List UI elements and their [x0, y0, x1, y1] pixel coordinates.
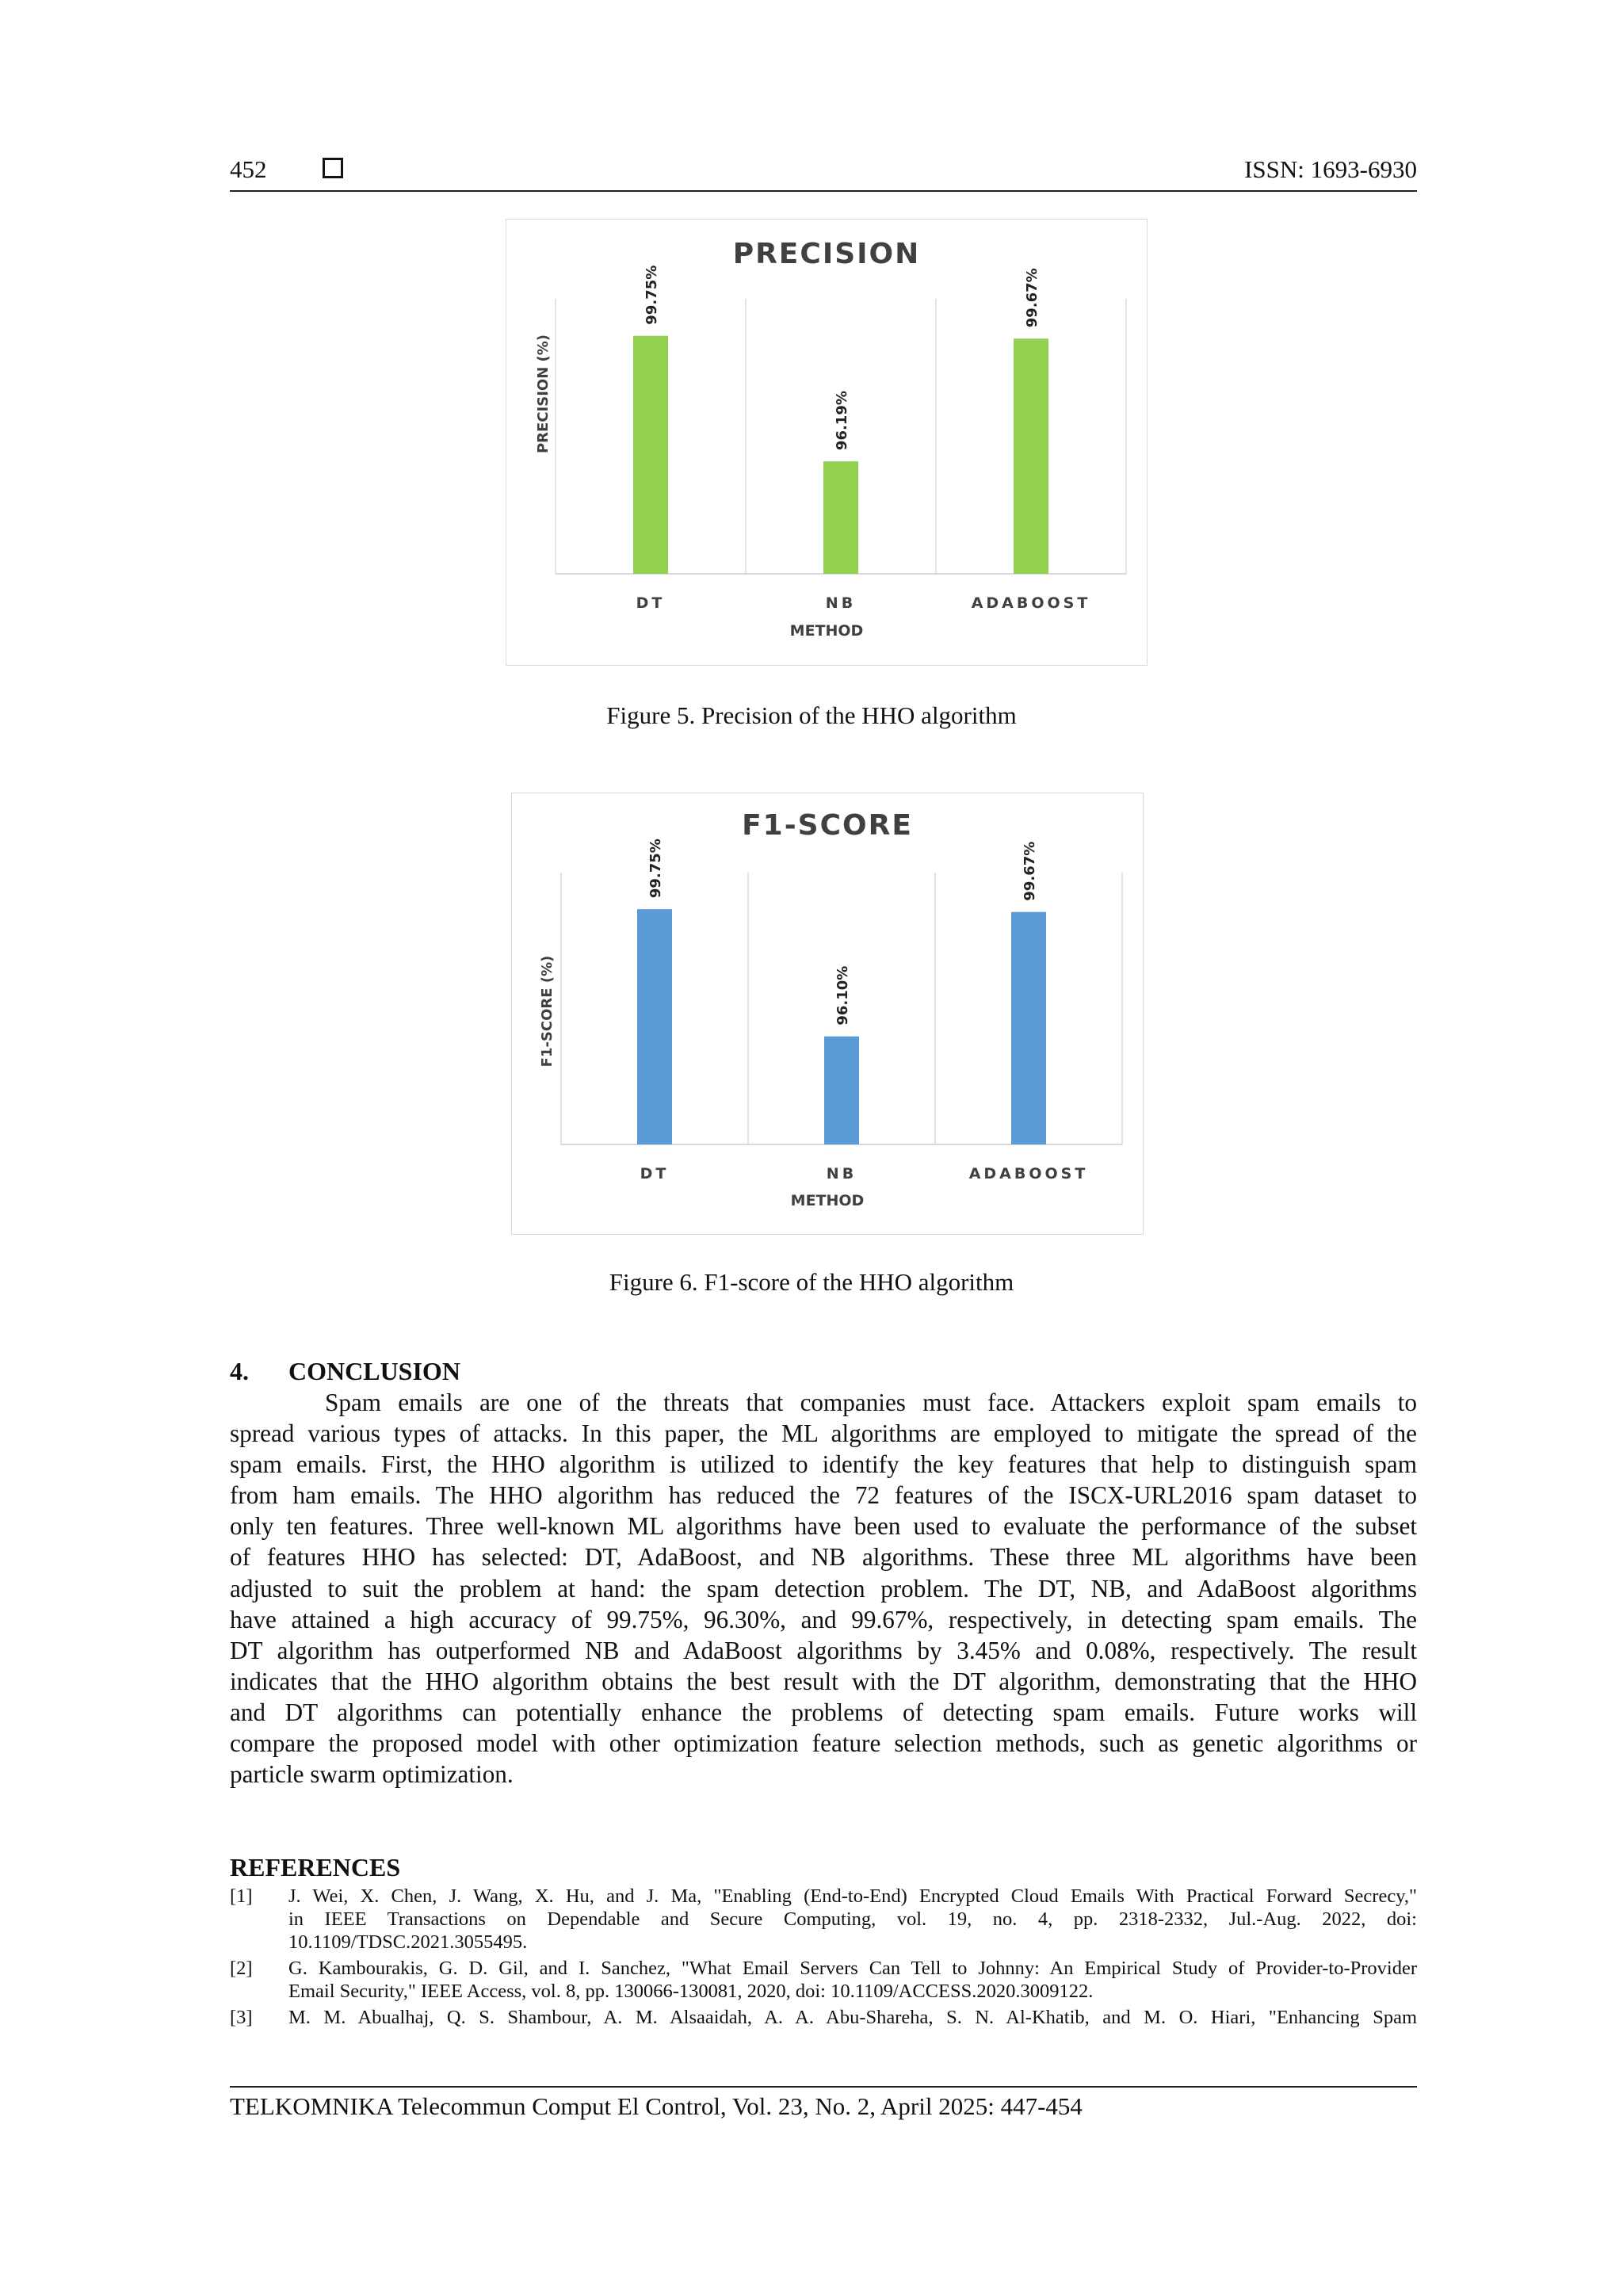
section-title: CONCLUSION — [288, 1357, 460, 1385]
paragraph-line: from ham emails. The HHO algorithm has reduced the 72 features of the ISCX-URL2016 spam dataset to — [230, 1481, 1417, 1510]
bar — [633, 336, 668, 574]
x-tick-label: DT — [636, 594, 666, 612]
x-tick-label: ADABOOST — [968, 1165, 1089, 1182]
paragraph-line: DT algorithm has outperformed NB and AdaBoost algorithms by 3.45% and 0.08%, respectively. The result — [230, 1636, 1417, 1664]
reference-line: G. Kambourakis, G. D. Gil, and I. Sanchez, "What Email Servers Can Tell to Johnny: An Empirical Study of Provider-to-Provider — [288, 1958, 1417, 1979]
square-bullet-icon — [323, 158, 343, 178]
reference-line: M. M. Abualhaj, Q. S. Shambour, A. M. Alsaaidah, A. A. Abu-Shareha, S. N. Al-Khatib, and M. O. Hiari, "Enhancing Spam — [288, 2007, 1417, 2028]
figure-6-caption: Figure 6. F1-score of the HHO algorithm — [609, 1268, 1014, 1296]
y-axis-label: F1-SCORE (%) — [539, 955, 556, 1068]
f1-score-chart — [511, 793, 1144, 1235]
reference-line: in IEEE Transactions on Dependable and Secure Computing, vol. 19, no. 4, pp. 2318-2332, Jul.-Aug. 2022, doi: — [288, 1908, 1417, 1930]
data-label: 99.67% — [1024, 268, 1041, 328]
paragraph-line: have attained a high accuracy of 99.75%, 96.30%, and 99.67%, respectively, in detecting spam emails. The — [230, 1605, 1417, 1633]
paragraph-line: spam emails. First, the HHO algorithm is utilized to identify the key features that help to distinguish spam — [230, 1450, 1417, 1479]
reference-item — [230, 1957, 1417, 2003]
footer-text: TELKOMNIKA Telecommun Comput El Control, Vol. 23, No. 2, April 2025: 447-454 — [230, 2092, 1083, 2120]
paragraph-line: particle swarm optimization. — [230, 1760, 514, 1789]
reference-number: [3] — [230, 2007, 253, 2028]
references-heading: REFERENCES — [230, 1853, 401, 1881]
reference-number: [1] — [230, 1885, 253, 1907]
precision-chart — [506, 219, 1148, 666]
data-label: 96.19% — [834, 391, 850, 451]
bar — [823, 461, 858, 574]
x-tick-label: DT — [640, 1165, 670, 1182]
paragraph-line: indicates that the HHO algorithm obtains the best result with the DT algorithm, demonstrating that the HHO — [230, 1667, 1417, 1695]
reference-line: J. Wei, X. Chen, J. Wang, X. Hu, and J. Ma, "Enabling (End-to-End) Encrypted Cloud Emails With Practical Forward Secrecy," — [288, 1885, 1417, 1907]
page-footer — [230, 2086, 1417, 2121]
x-tick-label: ADABOOST — [971, 594, 1091, 612]
chart-title: PRECISION — [732, 238, 921, 270]
paragraph-line: only ten features. Three well-known ML algorithms have been used to evaluate the performance of the subset — [230, 1512, 1417, 1541]
reference-list — [230, 1885, 1417, 2032]
paragraph-line: spread various types of attacks. In this paper, the ML algorithms are employed to mitigate the spread of the — [230, 1419, 1417, 1448]
x-tick-label: NB — [825, 594, 857, 612]
data-label: 96.10% — [834, 965, 851, 1026]
bar — [1011, 912, 1046, 1144]
paragraph-line: compare the proposed model with other optimization feature selection methods, such as genetic algorithms or — [230, 1729, 1417, 1758]
conclusion-paragraph — [230, 1387, 1417, 1790]
data-label: 99.75% — [643, 265, 660, 325]
data-label: 99.67% — [1022, 841, 1038, 901]
paragraph-line: of features HHO has selected: DT, AdaBoost, and NB algorithms. These three ML algorithms have been — [230, 1543, 1417, 1572]
paragraph-line: and DT algorithms can potentially enhance the problems of detecting spam emails. Future works will — [230, 1698, 1417, 1726]
page-number: 452 — [230, 155, 267, 183]
paragraph-line: Spam emails are one of the threats that companies must face. Attackers exploit spam emails to — [325, 1389, 1417, 1416]
bar — [1014, 338, 1048, 574]
figure-5-caption: Figure 5. Precision of the HHO algorithm — [606, 701, 1017, 729]
bar — [824, 1037, 859, 1144]
data-label: 99.75% — [647, 839, 664, 899]
section-number: 4. — [230, 1357, 249, 1385]
reference-item — [230, 1885, 1417, 1954]
x-axis-label: METHOD — [789, 622, 864, 640]
section-heading — [230, 1357, 460, 1386]
chart-title: F1-SCORE — [742, 809, 913, 842]
issn: ISSN: 1693-6930 — [1244, 155, 1417, 183]
chart-svg — [506, 220, 1147, 665]
reference-item — [230, 2006, 1417, 2029]
reference-line: 10.1109/TDSC.2021.3055495. — [288, 1931, 528, 1953]
y-axis-label: PRECISION (%) — [535, 334, 552, 454]
reference-line: Email Security," IEEE Access, vol. 8, pp. 130066-130081, 2020, doi: 10.1109/ACCESS.2020.3009122. — [288, 1981, 1094, 2002]
page-header — [230, 152, 1417, 192]
paragraph-line: adjusted to suit the problem at hand: the spam detection problem. The DT, NB, and AdaBoost algorithms — [230, 1574, 1417, 1603]
x-tick-label: NB — [826, 1165, 857, 1182]
x-axis-label: METHOD — [790, 1192, 865, 1209]
reference-number: [2] — [230, 1958, 253, 1979]
chart-svg — [512, 793, 1143, 1234]
bar — [637, 909, 672, 1144]
